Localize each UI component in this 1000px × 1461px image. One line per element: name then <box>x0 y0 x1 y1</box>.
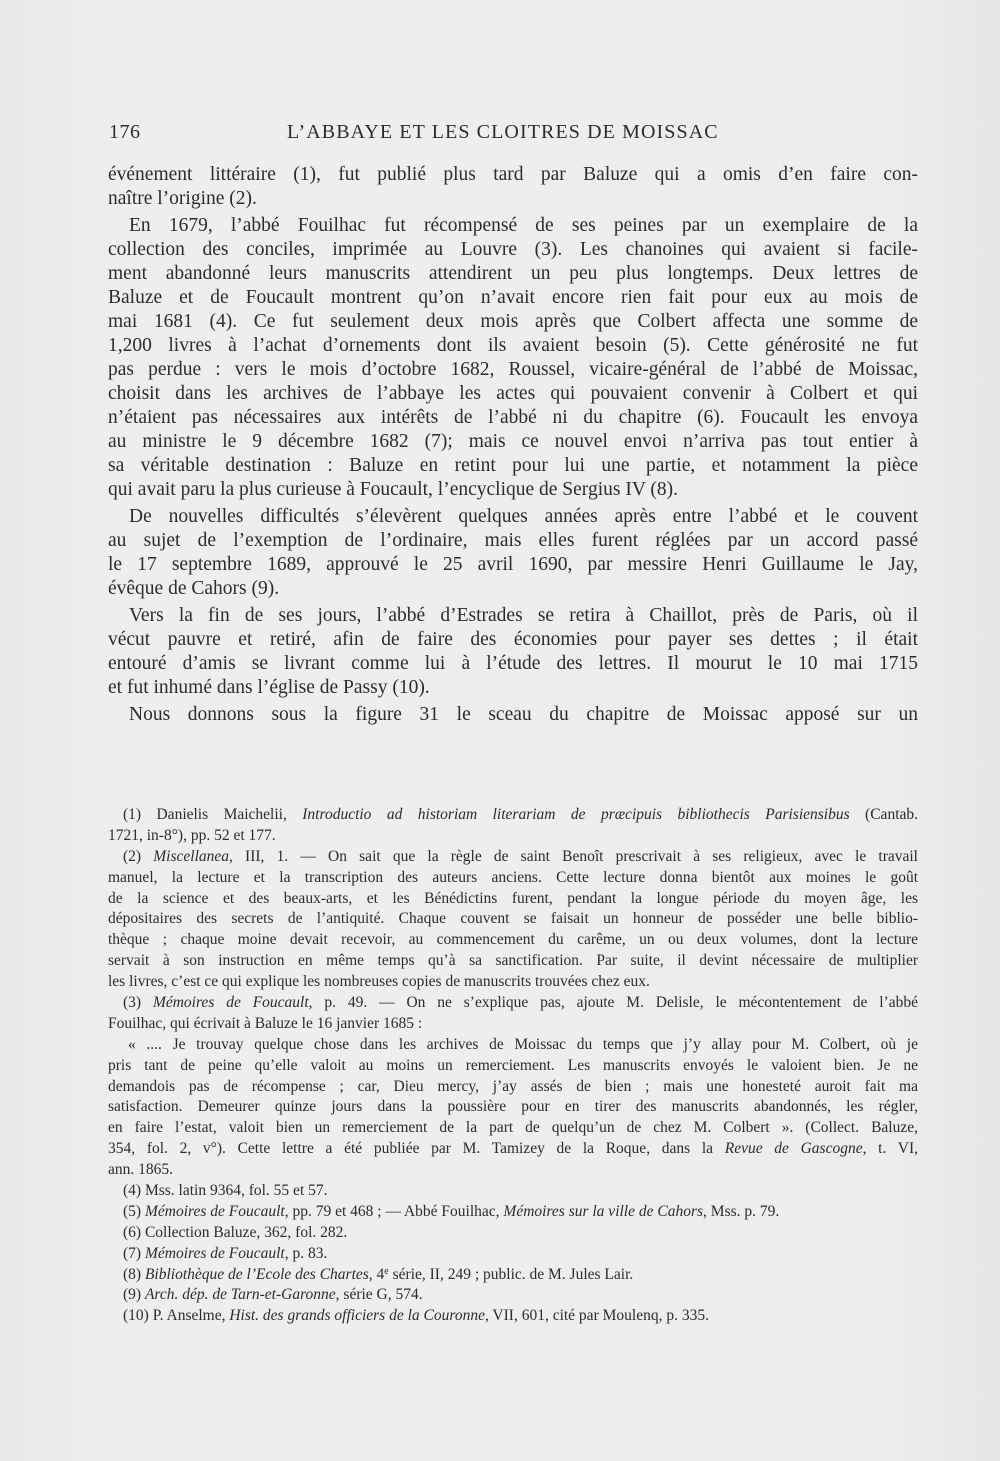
footnote-line <box>108 1223 918 1244</box>
body-line: entouré d’amis se livrant comme lui à l’étude des lettres. Il mourut le 10 mai 1715 <box>108 653 918 674</box>
footnote-text: dépositaires des secrets de l’antiquité. Chaque couvent se faisait un honneur de posséder une belle biblio- <box>108 910 918 928</box>
footnote-text: (3) <box>123 994 153 1012</box>
footnote-text: , série G, 574. <box>335 1286 423 1304</box>
footnote-text: manuel, la lecture et la transcription des auteurs anciens. Cette lecture donna bientôt aux moines le goût <box>108 868 918 886</box>
footnote-line <box>108 826 918 847</box>
footnote-line <box>108 868 918 889</box>
body-line: Baluze et de Foucault montrent qu’on n’avait encore rien fait pour eux au mois de <box>108 287 918 308</box>
footnote-italic-title: Miscellanea <box>153 847 230 865</box>
footnote-text: les livres, c’est ce qui explique les nombreuses copies de manuscrits trouvées chez eux. <box>108 973 650 991</box>
footnote-italic-title: Hist. des grands officiers de la Couronne <box>229 1307 485 1325</box>
body-line: au sujet de l’exemption de l’ordinaire, mais elles furent réglées par un accord passé <box>108 530 918 551</box>
footnote <box>108 1285 918 1306</box>
paragraph <box>108 505 918 601</box>
running-title: L’ABBAYE ET LES CLOITRES DE MOISSAC <box>287 121 719 143</box>
footnote-text: de la science et des beaux-arts, et les Bénédictins furent, pendant la longue période du moyen âge, les <box>108 889 918 907</box>
footnote-text: ann. 1865. <box>108 1161 174 1179</box>
footnote-line <box>108 847 918 868</box>
footnote-quote-line <box>108 1035 918 1056</box>
footnote <box>108 1244 918 1265</box>
body-line: mai 1681 (4). Ce fut seulement deux mois après que Colbert affecta une somme de <box>108 311 918 332</box>
footnote-line <box>108 889 918 910</box>
footnote <box>108 1306 918 1327</box>
footnote-text: , pp. 79 et 468 ; — Abbé Fouilhac, <box>284 1202 504 1220</box>
footnote-line <box>108 993 918 1014</box>
footnote <box>108 1265 918 1286</box>
body-line: Vers la fin de ses jours, l’abbé d’Estrades se retira à Chaillot, près de Paris, où il <box>129 605 918 626</box>
footnote-text: série, II, 249 ; public. de M. Jules Lair. <box>388 1265 634 1283</box>
footnote-line <box>108 1265 918 1286</box>
footnote-text: (1) Danielis Maichelii, <box>123 806 303 823</box>
footnote-quote-line <box>108 1056 918 1077</box>
footnote-text: , p. 83. <box>284 1244 328 1262</box>
footnote-text: « .... Je trouvay quelque chose dans les archives de Moissac du temps que j’y allay pour M. Colbert, où je <box>128 1035 918 1053</box>
footnote-text: 354, fol. 2, v°). Cette lettre a été publiée par M. Tamizey de la Roque, dans la <box>108 1140 725 1158</box>
footnote-text: pris tant de peine qu’elle valoit au moins un remerciement. Les manuscrits envoyés le valoient bien. Je ne <box>108 1056 918 1074</box>
footnote-quote-line <box>108 1097 918 1118</box>
body-text <box>108 163 918 727</box>
footnote-quote-line <box>108 1077 918 1098</box>
body-line: événement littéraire (1), fut publié plus tard par Baluze qui a omis d’en faire con- <box>108 164 918 185</box>
body-line: pas perdue : vers le mois d’octobre 1682, Roussel, vicaire-général de l’abbé de Moissac, <box>108 359 918 380</box>
footnote-text: (6) Collection Baluze, 362, fol. 282. <box>123 1223 348 1241</box>
footnote-italic-title: Introductio ad historiam literariam de præcipuis bibliothecis Parisiensibus <box>302 806 850 823</box>
footnote-italic-title: Mémoires sur la ville de Cahors <box>503 1202 704 1220</box>
footnote-line <box>108 1306 918 1327</box>
footnote-text: (8) <box>123 1265 145 1283</box>
footnote-line <box>108 951 918 972</box>
footnote-text: (4) Mss. latin 9364, fol. 55 et 57. <box>123 1182 328 1200</box>
footnote-line <box>108 972 918 993</box>
body-line: n’étaient pas nécessaires aux intérêts de l’abbé ni du chapitre (6). Foucault les envoya <box>108 407 918 428</box>
footnote-italic-title: Bibliothèque de l’Ecole des Chartes <box>144 1265 369 1283</box>
paragraph <box>108 214 918 502</box>
paragraph <box>108 163 918 211</box>
footnote-line <box>108 1244 918 1265</box>
footnote-italic-title: Mémoires de Foucault <box>144 1244 285 1262</box>
footnote-italic-title: Revue de Gascogne <box>724 1140 863 1158</box>
footnote-text: , VII, 601, cité par Moulenq, p. 335. <box>484 1307 709 1325</box>
paragraph <box>108 604 918 700</box>
footnote <box>108 1202 918 1223</box>
footnote-text: (2) <box>123 847 154 865</box>
body-line: ment abandonné leurs manuscrits attendirent un peu plus longtemps. Deux lettres de <box>108 263 918 284</box>
footnote <box>108 847 918 993</box>
footnote-line <box>108 1139 918 1160</box>
footnote-text: Fouilhac, qui écrivait à Baluze le 16 janvier 1685 : <box>108 1014 423 1032</box>
footnote-italic-title: Arch. dép. de Tarn-et-Garonne <box>144 1286 336 1304</box>
footnote-text: , III, 1. — On sait que la règle de saint Benoît prescrivait à ses religieux, avec le travail <box>229 847 918 865</box>
paragraph <box>108 703 918 727</box>
footnotes <box>108 805 918 1327</box>
body-line: collection des conciles, imprimée au Louvre (3). Les chanoines qui avaient si facile- <box>108 239 918 260</box>
footnote-text: satisfaction. Demeurer quinze jours dans la poussière pour en tirer des manuscrits abandonnés, les régler, <box>108 1098 918 1116</box>
footnote-text: , Mss. p. 79. <box>703 1202 780 1220</box>
footnote <box>108 805 918 847</box>
body-line: naître l’origine (2). <box>108 188 257 209</box>
body-line: sa véritable destination : Baluze en retint pour lui une partie, et notamment la pièce <box>108 455 918 476</box>
body-line: et fut inhumé dans l’église de Passy (10). <box>108 677 430 698</box>
body-line: le 17 septembre 1689, approuvé le 25 avril 1690, par messire Henri Guillaume le Jay, <box>108 554 918 575</box>
footnote-text: thèque ; chaque moine devait recevoir, au commencement du carême, un ou deux volumes, dont la lecture <box>108 931 918 949</box>
footnote-line <box>108 930 918 951</box>
footnote-line <box>108 1285 918 1306</box>
footnote-italic-title: Mémoires de Foucault <box>144 1202 285 1220</box>
footnote-italic-title: Mémoires de Foucault <box>152 994 309 1012</box>
footnote-text: (Cantab. <box>849 806 918 823</box>
footnote-text: en faire l’estat, valoit bien un remerciement de la part de quelqu’un de chez M. Colbert ». (Collect. Baluze, <box>108 1119 918 1137</box>
body-line: vécut pauvre et retiré, afin de faire des économies pour payer ses dettes ; il était <box>108 629 918 650</box>
footnote-line <box>108 1181 918 1202</box>
footnote-text: , 4 <box>368 1265 385 1283</box>
footnote-text: , t. VI, <box>862 1140 918 1158</box>
body-line: choisit dans les archives de l’abbaye les actes qui pouvaient convenir à Colbert et qui <box>108 383 918 404</box>
footnote-text: (10) P. Anselme, <box>123 1307 230 1325</box>
footnote <box>108 1223 918 1244</box>
footnote-text: 1721, in-8°), pp. 52 et 177. <box>108 826 276 844</box>
page-number: 176 <box>109 121 141 143</box>
footnote-line <box>108 1014 918 1035</box>
footnote-line <box>108 1160 918 1181</box>
footnote-line <box>108 909 918 930</box>
footnote-superscript: e <box>384 1265 389 1277</box>
body-line: 1,200 livres à l’achat d’ornements dont ils avaient besoin (5). Cette générosité ne fut <box>108 335 918 356</box>
body-line: En 1679, l’abbé Fouilhac fut récompensé de ses peines par un exemplaire de la <box>129 215 918 236</box>
footnote-line <box>108 1202 918 1223</box>
footnote-text: (5) <box>123 1202 145 1220</box>
footnote-text: (9) <box>123 1286 145 1304</box>
footnote-text: , p. 49. — On ne s’explique pas, ajoute M. Delisle, le mécontentement de l’abbé <box>308 994 918 1012</box>
footnote-line <box>108 805 918 826</box>
body-line: évêque de Cahors (9). <box>108 578 280 599</box>
running-head <box>0 118 1000 146</box>
body-line: Nous donnons sous la figure 31 le sceau du chapitre de Moissac apposé sur un <box>129 704 918 725</box>
body-line: De nouvelles difficultés s’élevèrent quelques années après entre l’abbé et le couvent <box>129 506 918 527</box>
footnote-quote-line <box>108 1118 918 1139</box>
footnote <box>108 1181 918 1202</box>
footnote <box>108 993 918 1181</box>
body-line: qui avait paru la plus curieuse à Foucault, l’encyclique de Sergius IV (8). <box>108 479 679 500</box>
footnote-text: (7) <box>123 1244 145 1262</box>
footnote-text: demandois pas de récompense ; car, Dieu mercy, j’ay assés de bien ; mais une honesteté auroit fait ma <box>108 1077 918 1095</box>
body-line: au ministre le 9 décembre 1682 (7); mais ce nouvel envoi n’arriva pas tout entier à <box>108 431 918 452</box>
footnote-text: servait à son instruction en même temps qu’à sa sanctification. Par suite, il devint nécessaire de multiplier <box>108 952 918 970</box>
